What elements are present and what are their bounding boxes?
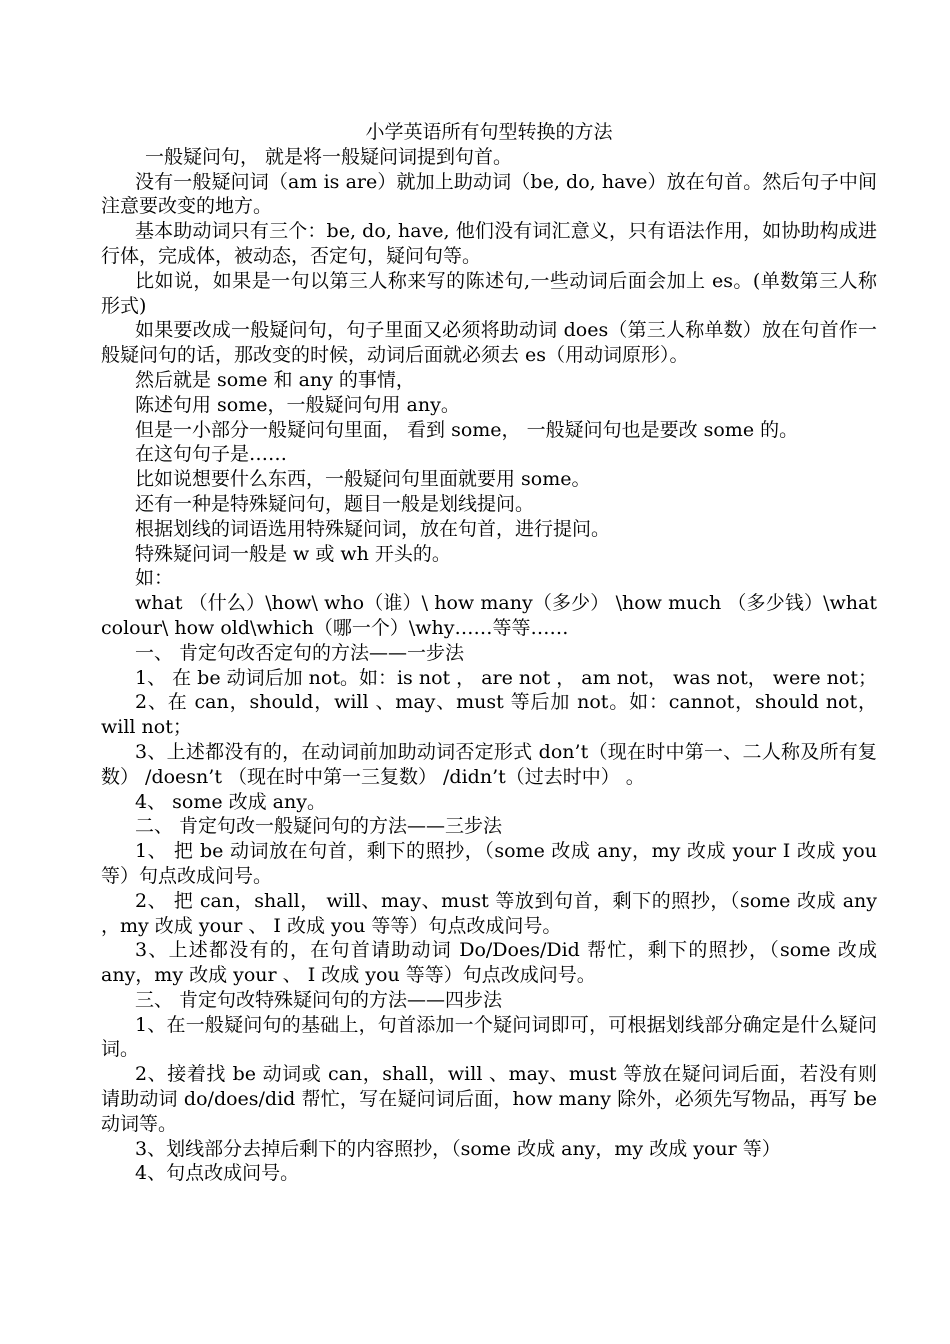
list-item: 1、在一般疑问句的基础上，句首添加一个疑问词即可，可根据划线部分确定是什么疑问词。: [101, 1013, 877, 1061]
list-item: 3、上述都没有的，在动词前加助动词否定形式 don’t（现在时中第一、二人称及所有复数） /doesn’t （现在时中第一三复数） /didn’t（过去时中） 。: [101, 740, 877, 788]
paragraph: 没有一般疑问词（am is are）就加上助动词（be, do, have）放在句首。然后句子中间注意要改变的地方。: [101, 170, 877, 218]
section-heading: 一、 肯定句改否定句的方法——一步法: [135, 641, 465, 664]
paragraph: 一般疑问句， 就是将一般疑问词提到句首。: [145, 145, 513, 168]
paragraph: 比如说，如果是一句以第三人称来写的陈述句,一些动词后面会加上 es。(单数第三人称形式): [101, 269, 877, 317]
section-heading: 三、 肯定句改特殊疑问句的方法——四步法: [135, 988, 503, 1011]
list-item: 2、接着找 be 动词或 can，shall，will 、may、must 等放在疑问词后面，若没有则请助动词 do/does/did 帮忙，写在疑问词后面，how many 除外，必须先写物品，再写 be 动词等。: [101, 1063, 877, 1135]
paragraph: 但是一小部分一般疑问句里面， 看到 some， 一般疑问句也是要改 some 的。: [135, 418, 799, 441]
paragraph: 根据划线的词语选用特殊疑问词，放在句首，进行提问。: [135, 517, 611, 540]
section-heading: 二、 肯定句改一般疑问句的方法——三步法: [135, 815, 503, 838]
list-item: 4、 some 改成 any。: [135, 790, 326, 813]
paragraph: what （什么）\how\ who（谁）\ how many（多少） \how much （多少钱）\what colour\ how old\which（哪一个）\why……等等……: [101, 592, 877, 639]
paragraph: 在这句句子是……: [135, 443, 288, 466]
list-item: 2、在 can，should，will 、may、must 等后加 not。如：cannot，should not，will not；: [101, 691, 877, 739]
list-item: 3、上述都没有的，在句首请助动词 Do/Does/Did 帮忙，剩下的照抄，（some 改成 any，my 改成 your 、 I 改成 you 等等）句点改成问号。: [101, 939, 877, 987]
paragraph: 如果要改成一般疑问句，句子里面又必须将助动词 does（第三人称单数）放在句首作一般疑问句的话，那改变的时候，动词后面就必须去 es（用动词原形）。: [101, 319, 877, 367]
paragraph: 陈述句用 some，一般疑问句用 any。: [135, 393, 460, 416]
list-item: 1、 在 be 动词后加 not。如：is not ， are not ， am not， was not， were not；: [135, 666, 877, 689]
paragraph: 然后就是 some 和 any 的事情，: [135, 368, 415, 391]
list-item: 3、划线部分去掉后剩下的内容照抄，（some 改成 any，my 改成 your 等）: [135, 1137, 781, 1160]
list-item: 4、句点改成问号。: [135, 1162, 300, 1185]
paragraph: 还有一种是特殊疑问句，题目一般是划线提问。: [135, 492, 535, 515]
paragraph: 如：: [135, 567, 174, 590]
list-item: 1、 把 be 动词放在句首，剩下的照抄，（some 改成 any，my 改成 your I 改成 you 等）句点改成问号。: [101, 840, 877, 887]
document-title: 小学英语所有句型转换的方法: [365, 121, 613, 143]
paragraph: 基本助动词只有三个：be, do, have, 他们没有词汇意义，只有语法作用，如协助构成进行体，完成体，被动态，否定句，疑问句等。: [101, 220, 877, 267]
paragraph: 比如说想要什么东西，一般疑问句里面就要用 some。: [135, 468, 591, 491]
list-item: 2、 把 can，shall， will、may、must 等放到句首，剩下的照抄，（some 改成 any ，my 改成 your 、 I 改成 you 等等）句点改成问号。: [101, 889, 877, 937]
paragraph: 特殊疑问词一般是 w 或 wh 开头的。: [135, 542, 451, 565]
